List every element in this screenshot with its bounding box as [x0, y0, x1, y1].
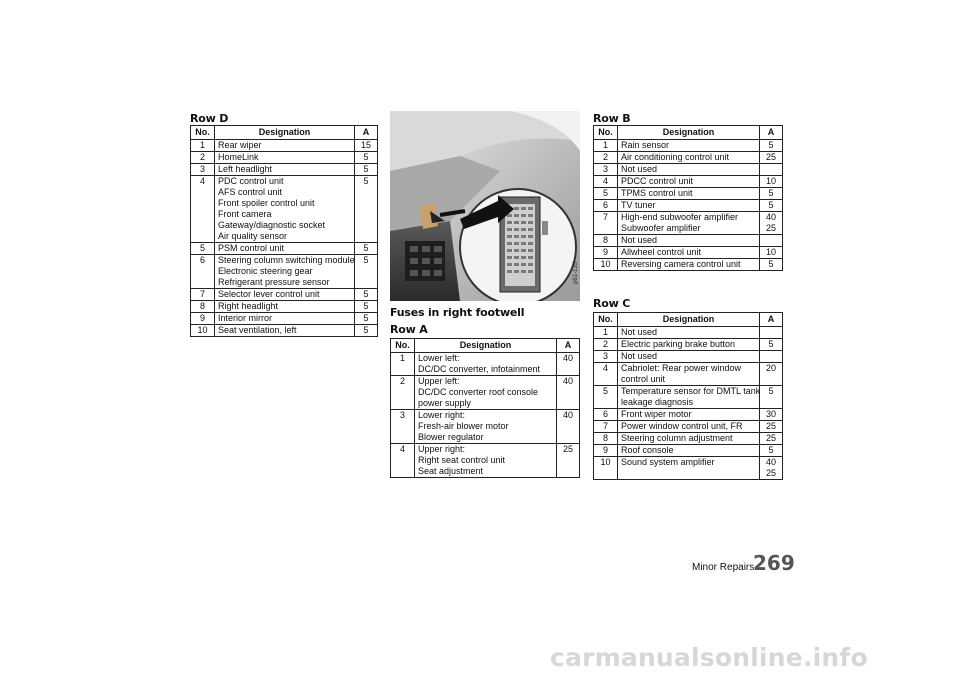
col-amps: A	[557, 339, 580, 353]
col-designation: Designation	[415, 339, 557, 353]
row-c-heading: Row C	[593, 297, 631, 310]
table-row	[594, 327, 783, 339]
fuse-number: 6	[594, 409, 618, 421]
designation-line: Reversing camera control unit	[621, 259, 741, 269]
col-amps: A	[760, 313, 783, 327]
fuse-amperage: 20	[760, 363, 783, 386]
fuse-designation	[618, 188, 760, 200]
fuse-number: 4	[191, 176, 215, 243]
fuse-designation	[618, 164, 760, 176]
row-a-table	[390, 338, 580, 478]
fuse-designation	[618, 247, 760, 259]
table-row	[594, 351, 783, 363]
fuse-designation	[618, 457, 760, 480]
fuse-designation	[415, 444, 557, 478]
footwell-heading: Fuses in right footwell	[390, 306, 525, 319]
col-amps: A	[355, 126, 378, 140]
fuse-amperage	[760, 164, 783, 176]
table-row	[594, 421, 783, 433]
fuse-number: 5	[594, 188, 618, 200]
fuse-number: 5	[191, 243, 215, 255]
designation-line: DC/DC converter roof console	[418, 387, 539, 397]
fuse-amperage: 5	[355, 176, 378, 243]
designation-line: Seat ventilation, left	[218, 325, 297, 335]
fuse-number: 7	[594, 212, 618, 235]
fuse-number: 1	[391, 353, 415, 376]
designation-line: Front camera	[218, 209, 272, 219]
fuse-designation	[215, 255, 355, 289]
fuse-amperage: 15	[355, 140, 378, 152]
designation-line: Temperature sensor for DMTL tank	[621, 386, 761, 396]
designation-line: Air conditioning control unit	[621, 152, 730, 162]
table-row	[191, 164, 378, 176]
fuse-number: 9	[191, 313, 215, 325]
designation-line: Power window control unit, FR	[621, 421, 743, 431]
fuse-amperage: 5	[355, 301, 378, 313]
fuse-designation	[215, 243, 355, 255]
fuse-amperage: 5	[355, 325, 378, 337]
fuse-designation	[618, 176, 760, 188]
designation-line: leakage diagnosis	[621, 397, 694, 407]
designation-line: TPMS control unit	[621, 188, 693, 198]
fuse-designation	[618, 433, 760, 445]
col-designation: Designation	[215, 126, 355, 140]
photo-code: p61-135	[573, 261, 579, 284]
col-amps: A	[760, 126, 783, 140]
table-row	[191, 255, 378, 289]
fuse-designation	[618, 351, 760, 363]
designation-line: Lower right:	[418, 410, 466, 420]
fuse-amperage: 40 25	[760, 457, 783, 480]
table-row	[594, 212, 783, 235]
fuse-number: 2	[594, 152, 618, 164]
fuse-number: 6	[191, 255, 215, 289]
table-row	[594, 152, 783, 164]
designation-line: Subwoofer amplifier	[621, 223, 701, 233]
watermark: carmanualsonline.info	[550, 643, 868, 672]
fuse-designation	[618, 327, 760, 339]
fuse-amperage: 25	[557, 444, 580, 478]
fuse-designation	[215, 301, 355, 313]
section-label: Minor Repairs	[692, 562, 755, 573]
fuse-amperage: 5	[355, 152, 378, 164]
fuse-designation	[618, 259, 760, 271]
fuse-amperage: 25	[760, 433, 783, 445]
col-designation: Designation	[618, 313, 760, 327]
designation-line: Front wiper motor	[621, 409, 692, 419]
fuse-amperage: 10	[760, 247, 783, 259]
fuse-designation	[618, 409, 760, 421]
table-row	[594, 188, 783, 200]
fuse-amperage: 30	[760, 409, 783, 421]
table-row	[594, 409, 783, 421]
designation-line: Gateway/diagnostic socket	[218, 220, 326, 230]
designation-line: Upper right:	[418, 444, 466, 454]
designation-line: Interior mirror	[218, 313, 273, 323]
table-row	[594, 445, 783, 457]
designation-line: Electronic steering gear	[218, 266, 313, 276]
table-row	[191, 325, 378, 337]
fuse-designation	[215, 152, 355, 164]
col-no: No.	[594, 313, 618, 327]
table-row	[191, 243, 378, 255]
fuse-number: 7	[191, 289, 215, 301]
designation-line: PDCC control unit	[621, 176, 694, 186]
designation-line: Selector lever control unit	[218, 289, 320, 299]
table-row	[594, 140, 783, 152]
designation-line: Cabriolet: Rear power window	[621, 363, 742, 373]
designation-line: DC/DC converter, infotainment	[418, 364, 541, 374]
fuse-number: 9	[594, 445, 618, 457]
fuse-amperage: 5	[355, 255, 378, 289]
fuse-number: 9	[594, 247, 618, 259]
fuse-amperage	[760, 235, 783, 247]
designation-line: High-end subwoofer amplifier	[621, 212, 739, 222]
fuse-number: 6	[594, 200, 618, 212]
designation-line: Left headlight	[218, 164, 273, 174]
footwell-illustration	[390, 111, 580, 301]
table-row	[594, 363, 783, 386]
fuse-amperage: 40	[557, 376, 580, 410]
fuse-designation	[618, 200, 760, 212]
designation-line: Fresh-air blower motor	[418, 421, 509, 431]
fuse-amperage: 25	[760, 421, 783, 433]
fuse-number: 10	[594, 259, 618, 271]
designation-line: Seat adjustment	[418, 466, 484, 476]
table-row	[594, 339, 783, 351]
fuse-designation	[215, 140, 355, 152]
designation-line: Not used	[621, 327, 658, 337]
table-row	[594, 164, 783, 176]
designation-line: Front spoiler control unit	[218, 198, 315, 208]
fuse-designation	[618, 152, 760, 164]
fuse-number: 4	[594, 176, 618, 188]
fuse-amperage: 5	[760, 445, 783, 457]
fuse-designation	[215, 313, 355, 325]
designation-line: Not used	[621, 351, 658, 361]
fuse-designation	[215, 164, 355, 176]
designation-line: Steering column switching module	[218, 255, 355, 265]
fuse-number: 3	[594, 164, 618, 176]
fuse-designation	[618, 212, 760, 235]
table-row	[594, 386, 783, 409]
fuse-number: 2	[191, 152, 215, 164]
col-no: No.	[191, 126, 215, 140]
designation-line: Roof console	[621, 445, 674, 455]
fuse-designation	[618, 339, 760, 351]
fuse-number: 1	[594, 140, 618, 152]
designation-line: Upper left:	[418, 376, 460, 386]
fuse-designation	[215, 176, 355, 243]
fuse-amperage: 5	[760, 259, 783, 271]
designation-line: Rear wiper	[218, 140, 262, 150]
designation-line: Refrigerant pressure sensor	[218, 277, 330, 287]
fuse-number: 4	[391, 444, 415, 478]
designation-line: Right seat control unit	[418, 455, 506, 465]
designation-line: Not used	[621, 235, 658, 245]
fuse-amperage: 40	[557, 410, 580, 444]
table-row	[594, 200, 783, 212]
fuse-designation	[618, 235, 760, 247]
fuse-amperage: 5	[760, 339, 783, 351]
fuse-number: 8	[594, 235, 618, 247]
fuse-amperage: 5	[760, 200, 783, 212]
table-row	[191, 176, 378, 243]
fuse-amperage: 10	[760, 176, 783, 188]
fuse-amperage: 5	[355, 289, 378, 301]
designation-line: HomeLink	[218, 152, 259, 162]
fuse-designation	[618, 363, 760, 386]
fuse-number: 2	[391, 376, 415, 410]
fuse-number: 1	[594, 327, 618, 339]
col-no: No.	[391, 339, 415, 353]
fuse-number: 10	[594, 457, 618, 480]
fuse-amperage: 5	[355, 164, 378, 176]
designation-line: Right headlight	[218, 301, 279, 311]
table-row	[594, 176, 783, 188]
table-row	[391, 444, 580, 478]
designation-line: Steering column adjustment	[621, 433, 733, 443]
designation-line: power supply	[418, 398, 472, 408]
col-no: No.	[594, 126, 618, 140]
table-row	[191, 289, 378, 301]
table-row	[391, 353, 580, 376]
designation-line: Lower left:	[418, 353, 460, 363]
row-c-table	[593, 312, 783, 480]
designation-line: Rain sensor	[621, 140, 670, 150]
fuse-designation	[415, 410, 557, 444]
fuse-number: 10	[191, 325, 215, 337]
table-row	[191, 152, 378, 164]
fuse-designation	[618, 386, 760, 409]
table-row	[594, 259, 783, 271]
fuse-amperage: 40 25	[760, 212, 783, 235]
fuse-number: 7	[594, 421, 618, 433]
designation-line: Blower regulator	[418, 432, 484, 442]
designation-line: Air quality sensor	[218, 231, 288, 241]
fuse-number: 5	[594, 386, 618, 409]
fuse-amperage: 5	[760, 140, 783, 152]
table-row	[191, 313, 378, 325]
table-row	[594, 247, 783, 259]
fuse-number: 8	[191, 301, 215, 313]
fuse-number: 4	[594, 363, 618, 386]
designation-line: PSM control unit	[218, 243, 285, 253]
fuse-amperage: 5	[760, 386, 783, 409]
fuse-amperage: 5	[760, 188, 783, 200]
designation-line: Allwheel control unit	[621, 247, 702, 257]
row-b-table	[593, 125, 783, 271]
designation-line: AFS control unit	[218, 187, 283, 197]
row-d-heading: Row D	[190, 112, 229, 125]
fuse-amperage	[760, 351, 783, 363]
designation-line: PDC control unit	[218, 176, 284, 186]
designation-line: Electric parking brake button	[621, 339, 736, 349]
fuse-designation	[618, 140, 760, 152]
fuse-amperage: 5	[355, 243, 378, 255]
fuse-amperage: 5	[355, 313, 378, 325]
table-row	[191, 301, 378, 313]
fuse-number: 8	[594, 433, 618, 445]
table-row	[391, 410, 580, 444]
footwell-fuse-box-photo	[390, 111, 580, 301]
fuse-amperage: 25	[760, 152, 783, 164]
fuse-designation	[215, 289, 355, 301]
fuse-designation	[618, 421, 760, 433]
fuse-amperage	[760, 327, 783, 339]
fuse-amperage: 40	[557, 353, 580, 376]
row-d-table	[190, 125, 378, 337]
designation-line: Sound system amplifier	[621, 457, 715, 467]
designation-line: Not used	[621, 164, 658, 174]
row-b-heading: Row B	[593, 112, 631, 125]
fuse-number: 2	[594, 339, 618, 351]
fuse-number: 3	[191, 164, 215, 176]
page-number: 269	[753, 551, 795, 575]
fuse-designation	[215, 325, 355, 337]
table-row	[391, 376, 580, 410]
table-row	[594, 235, 783, 247]
fuse-number: 3	[594, 351, 618, 363]
row-a-heading: Row A	[390, 323, 428, 336]
fuse-number: 1	[191, 140, 215, 152]
fuse-designation	[415, 376, 557, 410]
fuse-designation	[618, 445, 760, 457]
table-row	[594, 457, 783, 480]
col-designation: Designation	[618, 126, 760, 140]
fuse-designation	[415, 353, 557, 376]
table-row	[191, 140, 378, 152]
designation-line: control unit	[621, 374, 666, 384]
table-row	[594, 433, 783, 445]
fuse-number: 3	[391, 410, 415, 444]
designation-line: TV tuner	[621, 200, 656, 210]
